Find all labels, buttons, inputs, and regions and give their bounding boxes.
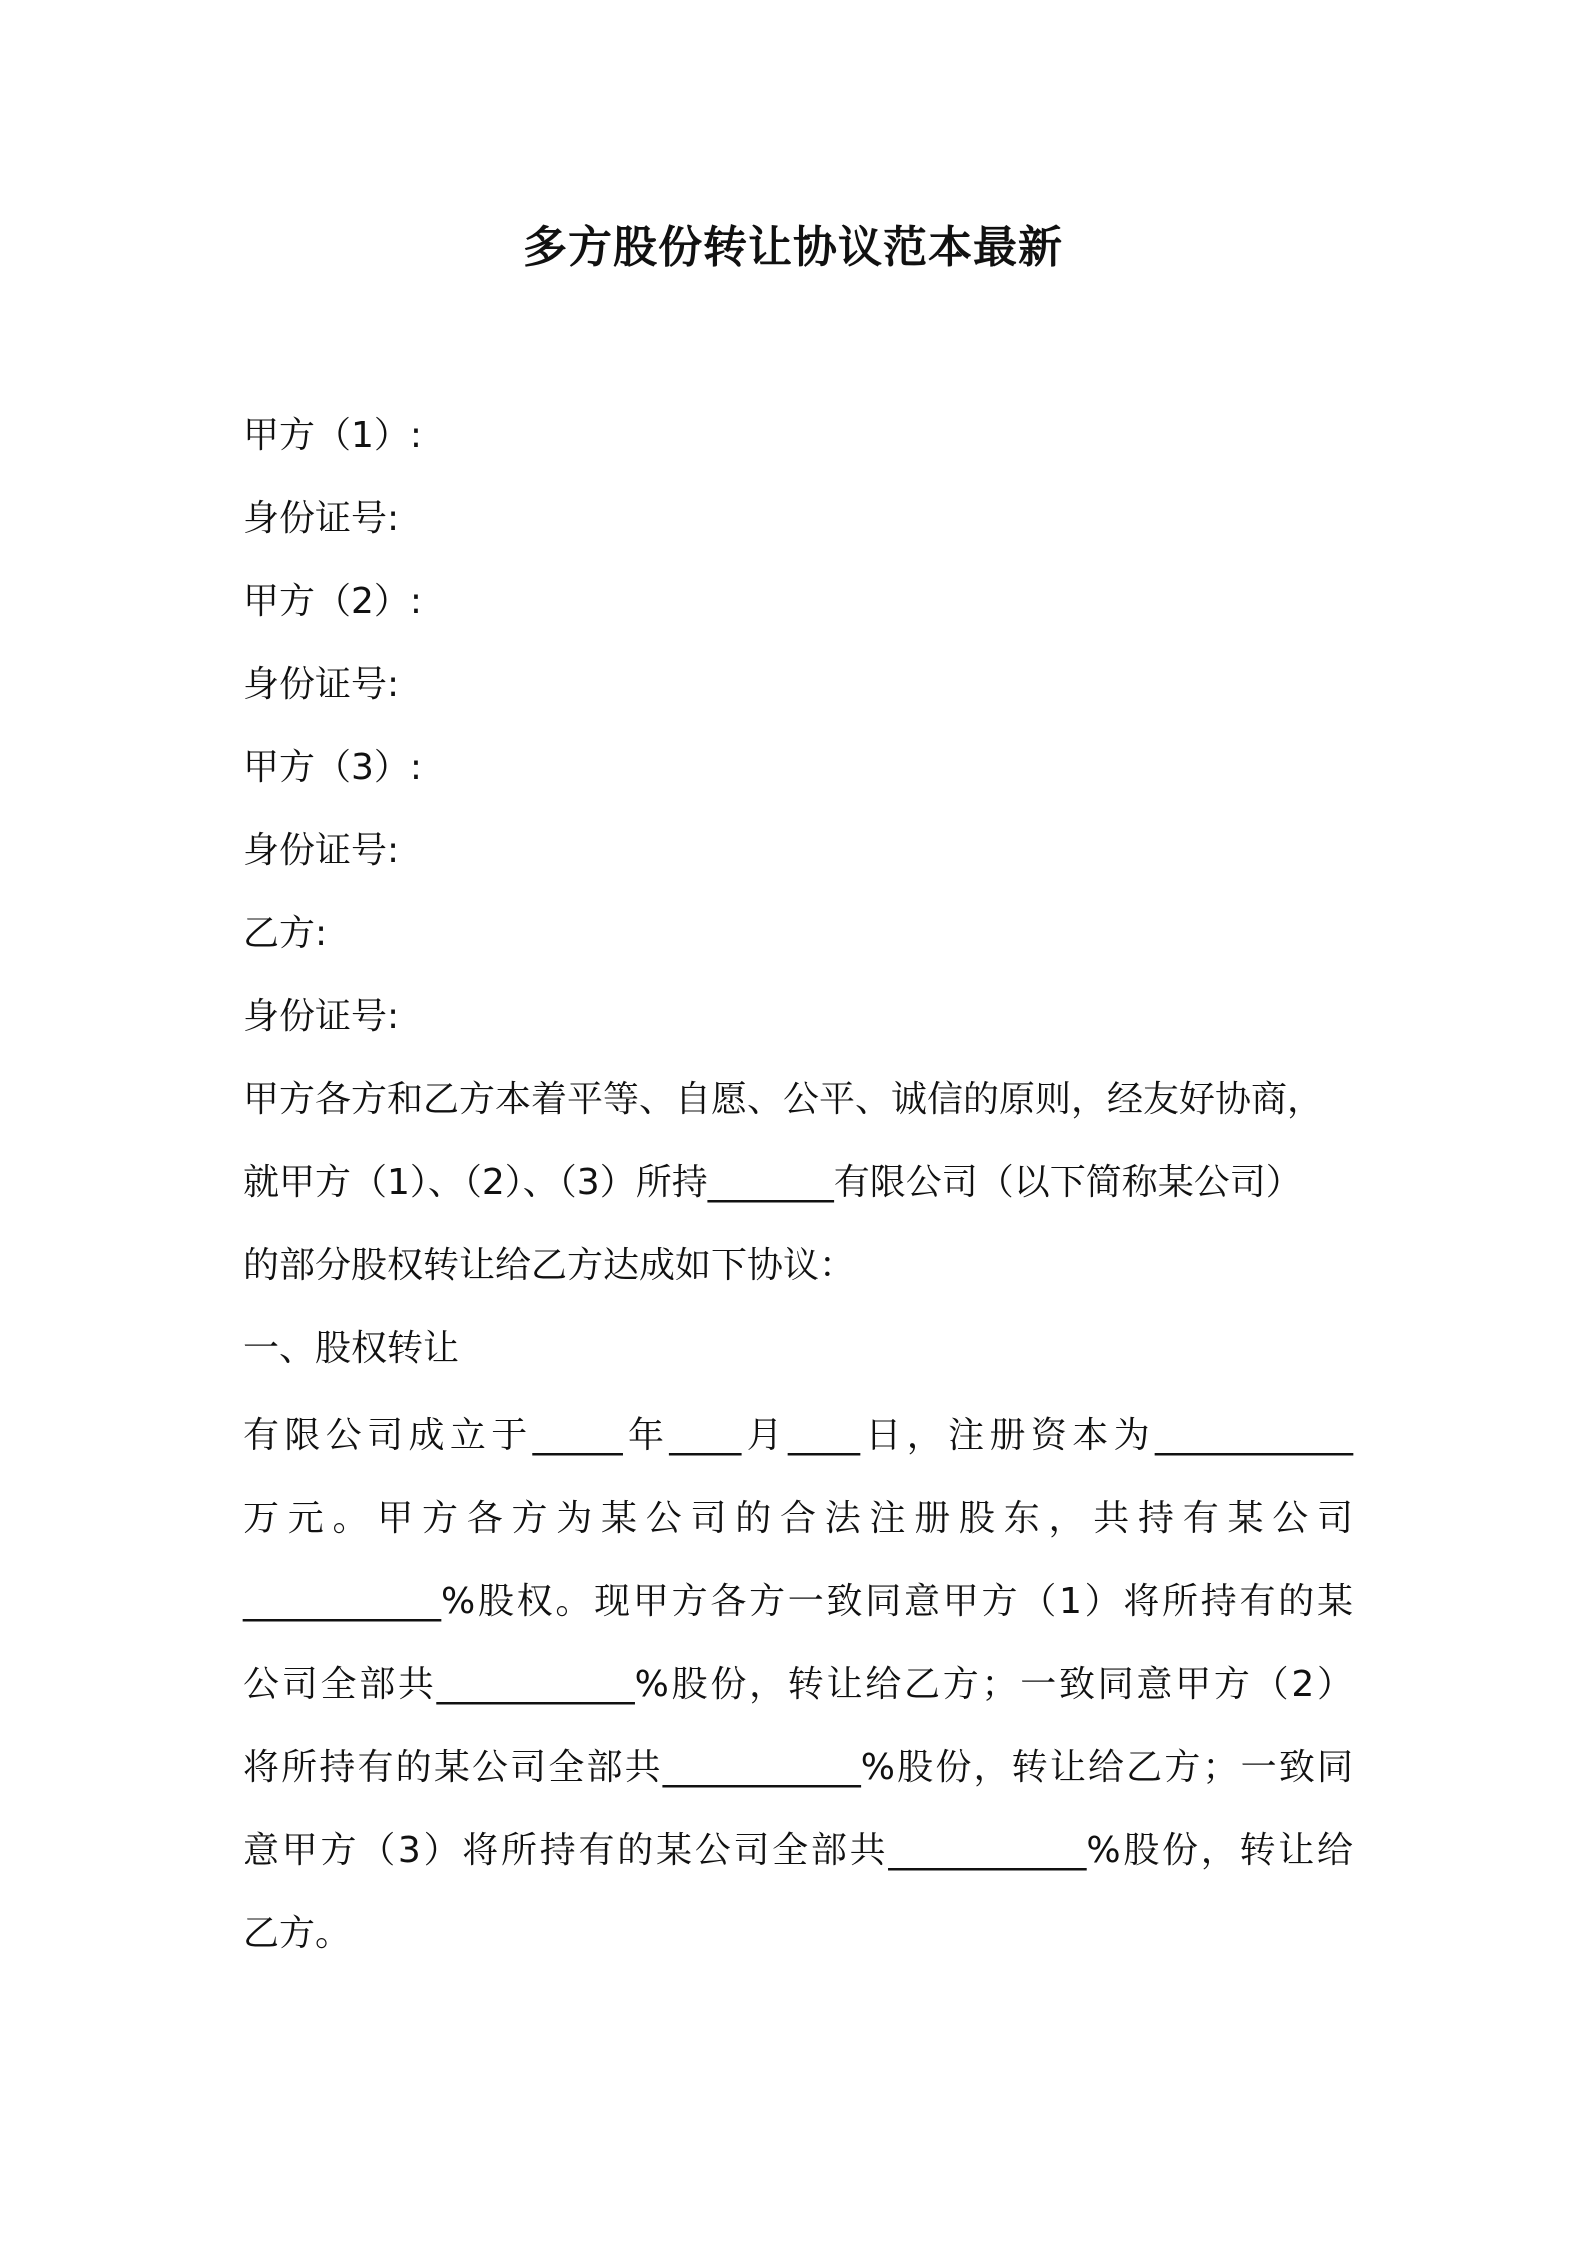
section-body-line: 有限公司成立于_____年____月____日，注册资本为___________ xyxy=(243,1415,1353,1456)
section-body-line: 乙方。 xyxy=(243,1913,352,1954)
section-body-line: 公司全部共___________%股份，转让给乙方；一致同意甲方（2） xyxy=(243,1664,1353,1705)
party-b-label: 乙方: xyxy=(243,913,328,954)
preamble-line: 的部分股权转让给乙方达成如下协议： xyxy=(243,1245,856,1286)
party-a3-id-label: 身份证号: xyxy=(243,830,400,871)
preamble-line: 就甲方（1）、（2）、（3）所持_______有限公司（以下简称某公司） xyxy=(243,1162,1302,1203)
preamble-line: 甲方各方和乙方本着平等、自愿、公平、诚信的原则，经友好协商， xyxy=(243,1079,1324,1120)
party-a1-label: 甲方（1）: xyxy=(243,415,423,456)
document-title: 多方股份转让协议范本最新 xyxy=(523,222,1063,273)
party-a2-id-label: 身份证号: xyxy=(243,664,400,705)
section-body-line: 万元。甲方各方为某公司的合法注册股东，共持有某公司 xyxy=(243,1498,1353,1539)
party-a3-label: 甲方（3）: xyxy=(243,747,423,788)
section-body-line: 意甲方（3）将所持有的某公司全部共___________%股份，转让给 xyxy=(243,1830,1353,1871)
party-a1-id-label: 身份证号: xyxy=(243,498,400,539)
section-body-line: ___________%股权。现甲方各方一致同意甲方（1）将所持有的某 xyxy=(243,1581,1353,1622)
section-heading: 一、股权转让 xyxy=(243,1328,460,1369)
party-a2-label: 甲方（2）: xyxy=(243,581,423,622)
section-body-line: 将所持有的某公司全部共___________%股份，转让给乙方；一致同 xyxy=(243,1747,1353,1788)
party-b-id-label: 身份证号: xyxy=(243,996,400,1037)
